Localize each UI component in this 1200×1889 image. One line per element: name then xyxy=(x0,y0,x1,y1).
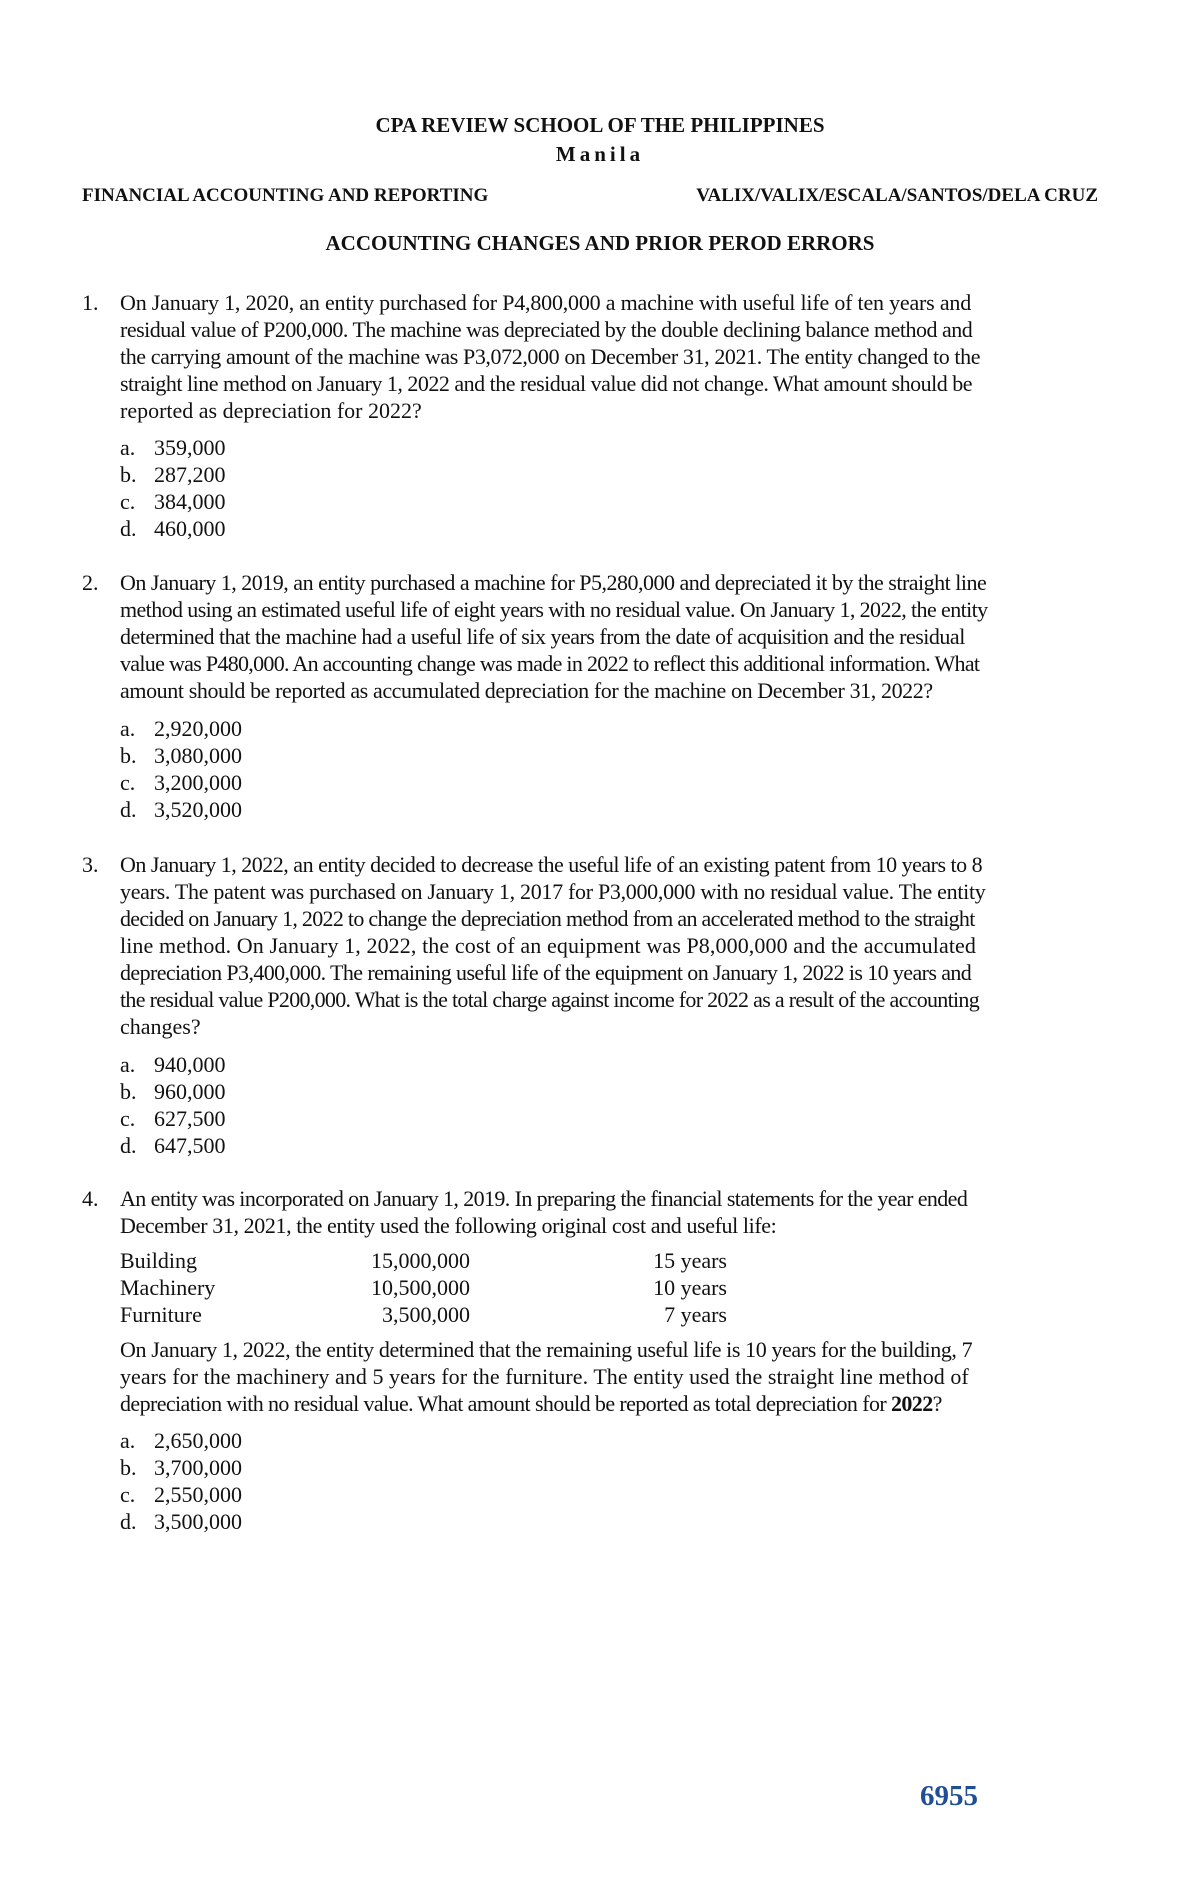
question-number: 4. xyxy=(82,1186,99,1211)
question-line xyxy=(120,1391,942,1417)
question-line: the residual value P200,000. What is the total charge against income for 2022 as a result of the accounting xyxy=(120,987,980,1012)
asset-name: Machinery xyxy=(120,1275,216,1300)
option-letter: d. xyxy=(120,797,137,822)
question-number: 3. xyxy=(82,852,99,877)
question-number: 1. xyxy=(82,290,99,315)
option-letter: b. xyxy=(120,462,137,487)
question-line: determined that the machine had a useful life of six years from the date of acquisition and the residual xyxy=(120,624,965,649)
option-value: 3,520,000 xyxy=(154,797,242,822)
option-letter: c. xyxy=(120,770,136,795)
option-value: 2,550,000 xyxy=(154,1482,242,1507)
question-line: On January 1, 2019, an entity purchased a machine for P5,280,000 and depreciated it by the straight line xyxy=(120,570,987,595)
option-value: 384,000 xyxy=(154,489,226,514)
question-line: On January 1, 2022, the entity determined that the remaining useful life is 10 years for the building, 7 xyxy=(120,1337,973,1362)
option-letter: a. xyxy=(120,1052,136,1077)
asset-cost: 10,500,000 xyxy=(371,1275,470,1300)
option-letter: b. xyxy=(120,743,137,768)
question-line: changes? xyxy=(120,1014,201,1039)
asset-name: Building xyxy=(120,1248,198,1273)
question-line: On January 1, 2022, an entity decided to decrease the useful life of an existing patent from 10 years to 8 xyxy=(120,852,983,877)
option-value: 2,920,000 xyxy=(154,716,242,741)
bold-year: 2022 xyxy=(891,1391,933,1416)
question-line: decided on January 1, 2022 to change the depreciation method from an accelerated method to the straight xyxy=(120,906,975,931)
question-line: years. The patent was purchased on January 1, 2017 for P3,000,000 with no residual value. The entity xyxy=(120,879,986,904)
question-line: line method. On January 1, 2022, the cost of an equipment was P8,000,000 and the accumulated xyxy=(120,933,977,958)
course-title: FINANCIAL ACCOUNTING AND REPORTING xyxy=(82,185,489,206)
option-value: 287,200 xyxy=(154,462,226,487)
option-letter: a. xyxy=(120,1428,136,1453)
question-line: method using an estimated useful life of eight years with no residual value. On January 1, 2022, the entity xyxy=(120,597,988,622)
option-letter: b. xyxy=(120,1079,137,1104)
asset-life: 7 years xyxy=(664,1302,727,1327)
question-line: straight line method on January 1, 2022 and the residual value did not change. What amount should be xyxy=(120,371,972,396)
option-value: 940,000 xyxy=(154,1052,226,1077)
question-line: amount should be reported as accumulated depreciation for the machine on December 31, 2022? xyxy=(120,678,933,703)
question-line: depreciation P3,400,000. The remaining useful life of the equipment on January 1, 2022 is 10 years and xyxy=(120,960,972,985)
question-line: years for the machinery and 5 years for the furniture. The entity used the straight line method of xyxy=(120,1364,969,1389)
option-letter: d. xyxy=(120,516,137,541)
question-line: value was P480,000. An accounting change was made in 2022 to reflect this additional information. What xyxy=(120,651,980,676)
option-value: 960,000 xyxy=(154,1079,226,1104)
option-letter: a. xyxy=(120,716,136,741)
question-text: ? xyxy=(932,1391,942,1416)
asset-name: Furniture xyxy=(120,1302,202,1327)
option-value: 2,650,000 xyxy=(154,1428,242,1453)
page-number: 6955 xyxy=(920,1780,978,1812)
option-value: 359,000 xyxy=(154,435,226,460)
topic-title: ACCOUNTING CHANGES AND PRIOR PEROD ERRORS xyxy=(325,231,875,255)
authors: VALIX/VALIX/ESCALA/SANTOS/DELA CRUZ xyxy=(696,185,1098,206)
school-name: CPA REVIEW SCHOOL OF THE PHILIPPINES xyxy=(375,113,825,137)
asset-cost: 15,000,000 xyxy=(371,1248,470,1273)
option-value: 627,500 xyxy=(154,1106,226,1131)
question-line: the carrying amount of the machine was P3,072,000 on December 31, 2021. The entity changed to the xyxy=(120,344,981,369)
question-text: depreciation with no residual value. What amount should be reported as total depreciation for xyxy=(120,1391,891,1416)
asset-life: 15 years xyxy=(653,1248,727,1273)
option-value: 3,500,000 xyxy=(154,1509,242,1534)
option-value: 647,500 xyxy=(154,1133,226,1158)
option-value: 3,200,000 xyxy=(154,770,242,795)
option-letter: d. xyxy=(120,1133,137,1158)
question-line: An entity was incorporated on January 1, 2019. In preparing the financial statements for the year ended xyxy=(120,1186,968,1211)
option-value: 3,080,000 xyxy=(154,743,242,768)
asset-life: 10 years xyxy=(653,1275,727,1300)
option-letter: d. xyxy=(120,1509,137,1534)
question-line: On January 1, 2020, an entity purchased for P4,800,000 a machine with useful life of ten years and xyxy=(120,290,972,315)
question-line: reported as depreciation for 2022? xyxy=(120,398,422,423)
asset-cost: 3,500,000 xyxy=(382,1302,470,1327)
question-line: December 31, 2021, the entity used the following original cost and useful life: xyxy=(120,1213,777,1238)
option-letter: a. xyxy=(120,435,136,460)
option-letter: c. xyxy=(120,1106,136,1131)
question-line: residual value of P200,000. The machine was depreciated by the double declining balance method and xyxy=(120,317,973,342)
option-value: 3,700,000 xyxy=(154,1455,242,1480)
option-letter: b. xyxy=(120,1455,137,1480)
option-value: 460,000 xyxy=(154,516,226,541)
option-letter: c. xyxy=(120,1482,136,1507)
option-letter: c. xyxy=(120,489,136,514)
school-city: Manila xyxy=(555,142,645,166)
question-number: 2. xyxy=(82,570,99,595)
